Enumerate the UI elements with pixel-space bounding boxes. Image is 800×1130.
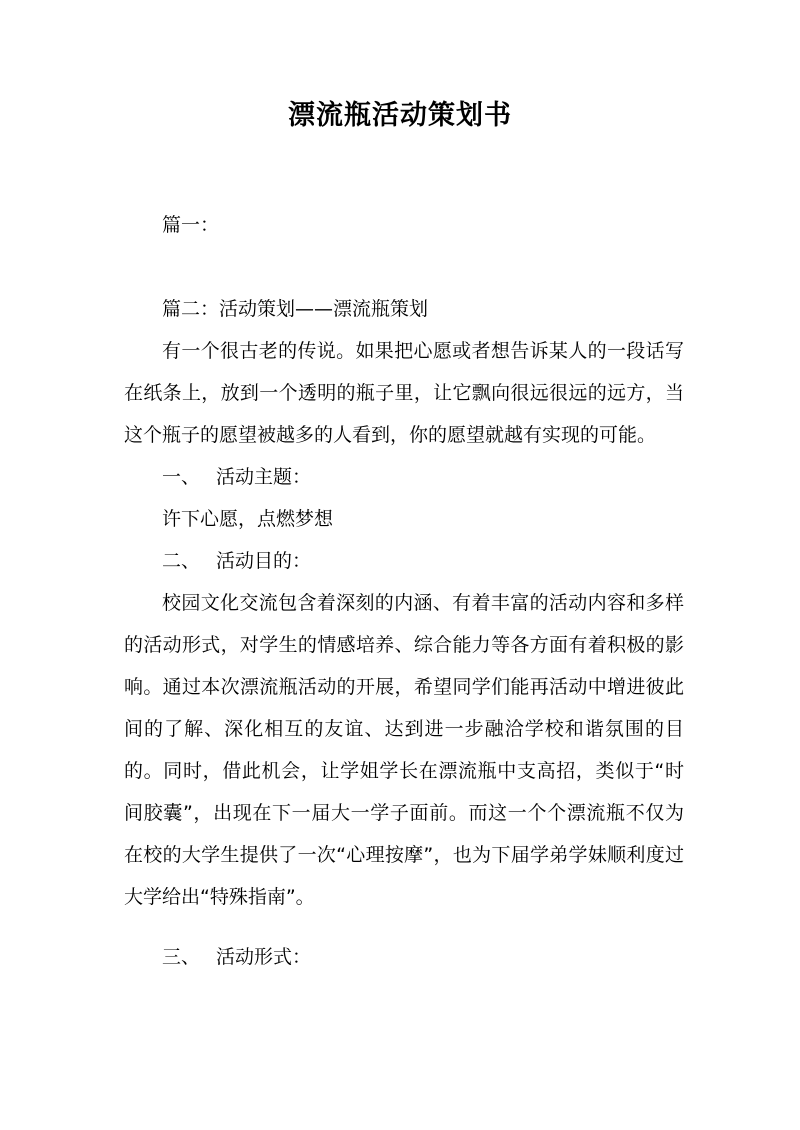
document-title: 漂流瓶活动策划书 [288, 100, 512, 131]
purpose-heading-label: 活动目的： [216, 550, 312, 572]
document-body [124, 204, 684, 978]
part-two-heading: 篇二：活动策划——漂流瓶策划 [162, 298, 429, 320]
format-heading-label: 活动形式： [216, 946, 312, 968]
intro-paragraph: 有一个很古老的传说。如果把心愿或者想告诉某人的一段话写在纸条上，放到一个透明的瓶子里，让它飘向很远很远的远方，当这个瓶子的愿望被越多的人看到，你的愿望就越有实现的可能。 [124, 340, 684, 446]
part-one-heading: 篇一： [162, 214, 220, 236]
purpose-heading [124, 540, 684, 582]
theme-text: 许下心愿，点燃梦想 [162, 508, 334, 530]
theme-heading-label: 活动主题： [216, 466, 312, 488]
purpose-paragraph: 校园文化交流包含着深刻的内涵、有着丰富的活动内容和多样的活动形式，对学生的情感培养、综合能力等各方面有着积极的影响。通过本次漂流瓶活动的开展，希望同学们能再活动中增进彼此间的了解、深化相互的友谊、达到进一步融洽学校和谐氛围的目的。同时，借此机会，让学姐学长在漂流瓶中支高招，类似于“时间胶囊”，出现在下一届大一学子面前。而这一个个漂流瓶不仅为在校的大学生提供了一次“心理按摩”，也为下届学弟学妹顺利度过大学给出“特殊指南”。 [124, 592, 684, 908]
format-heading [124, 936, 684, 978]
purpose-heading-number: 二、 [162, 550, 201, 572]
theme-heading-number: 一、 [162, 466, 201, 488]
theme-heading [124, 456, 684, 498]
format-heading-number: 三、 [162, 946, 201, 968]
